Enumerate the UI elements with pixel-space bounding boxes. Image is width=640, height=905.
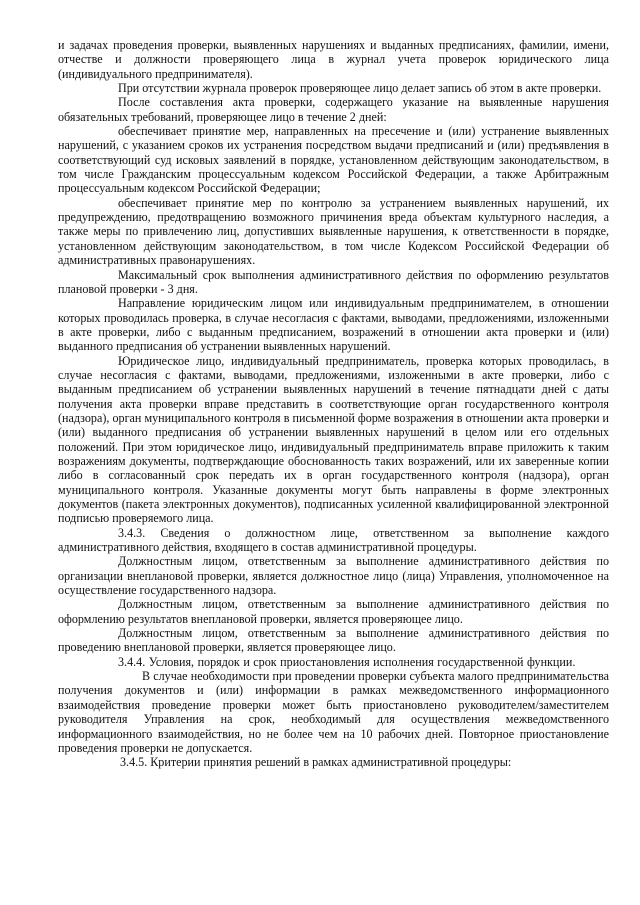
section-3-4-5: 3.4.5. Критерии принятия решений в рамках административной процедуры: (120, 755, 512, 770)
paragraph-responsible-organization: Должностным лицом, ответственным за выполнение административного действия по организации внеплановой проверки, является должностное лицо (лица) Управления, уполномоченное на осуществление государственного надзора. (58, 554, 609, 598)
paragraph-journal-entry: и задачах проведения проверки, выявленных нарушениях и выданных предписаниях, фамилии, имени, отчестве и должности проверяющего лица в журнал учета проверок юридического лица (индивидуального предпринимателя). (58, 38, 609, 81)
section-3-4-3: 3.4.3. Сведения о должностном лице, ответственном за выполнение каждого административного действия, входящего в состав административной процедуры. (58, 525, 609, 555)
paragraph-no-journal: При отсутствии журнала проверок проверяющее лицо делает запись об этом в акте проверки. (118, 81, 602, 96)
paragraph-responsible-formalization: Должностным лицом, ответственным за выполнение административного действия по оформлению результатов внеплановой проверки, является проверяющее лицо. (58, 597, 609, 626)
section-3-4-4: 3.4.4. Условия, порядок и срок приостановления исполнения государственной функции. (118, 654, 576, 669)
paragraph-measures-suppression: обеспечивает принятие мер, направленных на пресечение и (или) устранение выявленных нарушений, с указанием сроков их устранения посредством выдачи предписаний и (или) предъявления в соответствующий суд исковых заявлений в порядке, установленном действующим законодательством, в том числе Гражданским процессуальным кодексом Российской Федерации, а также Арбитражным процессуальным кодексом Российской Федерации; (58, 124, 609, 196)
paragraph-measures-control: обеспечивает принятие мер по контролю за устранением выявленных нарушений, их предупреждению, предотвращению возможного причинения вреда объектам культурного наследия, а также меры по привлечению лиц, допустивших выявленные нарушения, к ответственности в порядке, установленном действующим законодательством, в том числе Кодексом Российской Федерации об административных правонарушениях. (58, 195, 609, 268)
paragraph-max-term: Максимальный срок выполнения административного действия по оформлению результатов плановой проверки - 3 дня. (58, 267, 609, 296)
paragraph-responsible-conduct: Должностным лицом, ответственным за выполнение административного действия по проведению внеплановой проверки, является проверяющее лицо. (58, 626, 609, 655)
paragraph-objections-right: Юридическое лицо, индивидуальный предприниматель, проверка которых проводилась, в случае несогласия с фактами, выводами, предложениями, изложенными в акте проверки, либо с выданным предписанием об устранении выявленных нарушений в течение пятнадцати дней с даты получения акта проверки вправе представить в соответствующие орган государственного контроля (надзора), орган муниципального контроля в письменной форме возражения в отношении акта проверки и (или) выданного предписания об устранении выявленных нарушений в целом или его отдельных положений. При этом юридическое лицо, индивидуальный предприниматель вправе приложить к таким возражениям документы, подтверждающие обоснованность таких возражений, или их заверенные копии либо в согласованный срок передать их в орган государственного контроля (надзора), орган муниципального контроля. Указанные документы могут быть направлены в форме электронных документов (пакета электронных документов), подписанных усиленной квалифицированной электронной подписью проверяемого лица. (58, 353, 609, 526)
paragraph-objections-direction: Направление юридическим лицом или индивидуальным предпринимателем, в отношении которых проводилась проверка, в случае несогласия с фактами, выводами, предложениями, изложенными в акте проверки, либо с выданным предписанием, возражений в отношении акта проверки и (или) выданного предписания об устранении выявленных нарушений. (58, 296, 609, 354)
paragraph-after-act: После составления акта проверки, содержащего указание на выявленные нарушения обязательных требований, проверяющее лицо в течение 2 дней: (58, 95, 609, 124)
paragraph-suspension: В случае необходимости при проведении проверки субъекта малого предпринимательства получения документов и (или) информации в рамках межведомственного информационного взаимодействия проведение проверки может быть приостановлено руководителем/заместителем руководителя Управления на срок, необходимый для осуществления межведомственного информационного взаимодействия, но не более чем на 10 рабочих дней. Повторное приостановление проведения проверки не допускается. (58, 669, 609, 755)
